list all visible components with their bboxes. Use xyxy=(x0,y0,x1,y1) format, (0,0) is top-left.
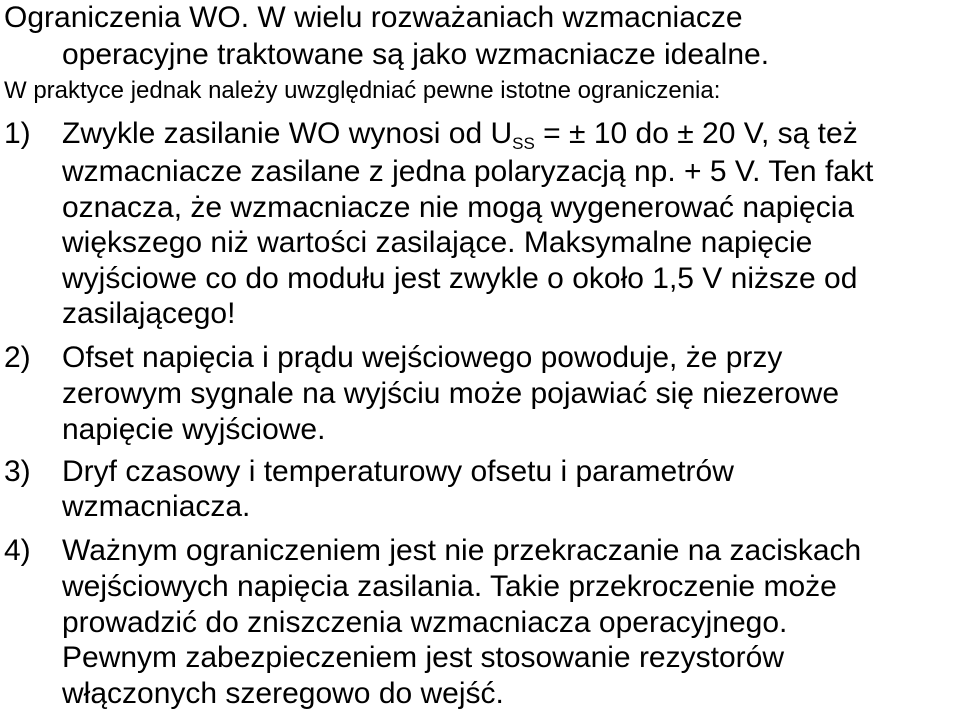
item-1-line-1 xyxy=(62,117,858,155)
intro-line-1: Ograniczenia WO. W wielu rozważaniach wzmacniacze xyxy=(4,1,743,34)
item-1-line-4: większego niż wartości zasilające. Maksymalne napięcie xyxy=(62,226,813,259)
item-2-line-2: zerowym sygnale na wyjściu może pojawiać się niezerowe xyxy=(62,377,839,410)
item-4-number: 4) xyxy=(4,534,31,567)
intro-line-2: operacyjne traktowane są jako wzmacniacze idealne. xyxy=(62,38,770,71)
item-1-line-5: wyjściowe co do modułu jest zwykle o około 1,5 V niższe od xyxy=(62,262,858,295)
item-2-line-3: napięcie wyjściowe. xyxy=(62,413,326,446)
item-4-line-4: Pewnym zabezpieczeniem jest stosowanie rezystorów xyxy=(62,641,784,674)
item-2-number: 2) xyxy=(4,341,31,374)
item-3-line-1: Dryf czasowy i temperaturowy ofsetu i parametrów xyxy=(62,455,734,488)
item-4-line-1: Ważnym ograniczeniem jest nie przekraczanie na zaciskach xyxy=(62,534,862,567)
item-4-line-2: wejściowych napięcia zasilania. Takie przekroczenie może xyxy=(62,570,837,603)
item-2-line-1: Ofset napięcia i prądu wejściowego powoduje, że przy xyxy=(62,341,783,374)
intro-line-3: W praktyce jednak należy uwzględniać pewne istotne ograniczenia: xyxy=(4,77,721,104)
item-1-line-6: zasilającego! xyxy=(62,297,236,330)
item-1-line-1-pre: Zwykle zasilanie WO wynosi od U xyxy=(62,117,513,150)
item-1-line-3: oznacza, że wzmacniacze nie mogą wygenerować napięcia xyxy=(62,191,855,224)
item-4-line-3: prowadzić do zniszczenia wzmacniacza operacyjnego. xyxy=(62,606,788,639)
item-3-number: 3) xyxy=(4,455,31,488)
item-1-line-2: wzmacniacze zasilane z jedna polaryzacją np. + 5 V. Ten fakt xyxy=(62,155,874,188)
item-4-line-5: włączonych szeregowo do wejść. xyxy=(62,677,504,710)
item-1-line-1-post: = ± 10 do ± 20 V, są też xyxy=(534,117,858,150)
item-1-number: 1) xyxy=(4,117,31,150)
item-3-line-2: wzmacniacza. xyxy=(62,490,251,523)
item-1-line-1-sub: SS xyxy=(512,134,535,153)
